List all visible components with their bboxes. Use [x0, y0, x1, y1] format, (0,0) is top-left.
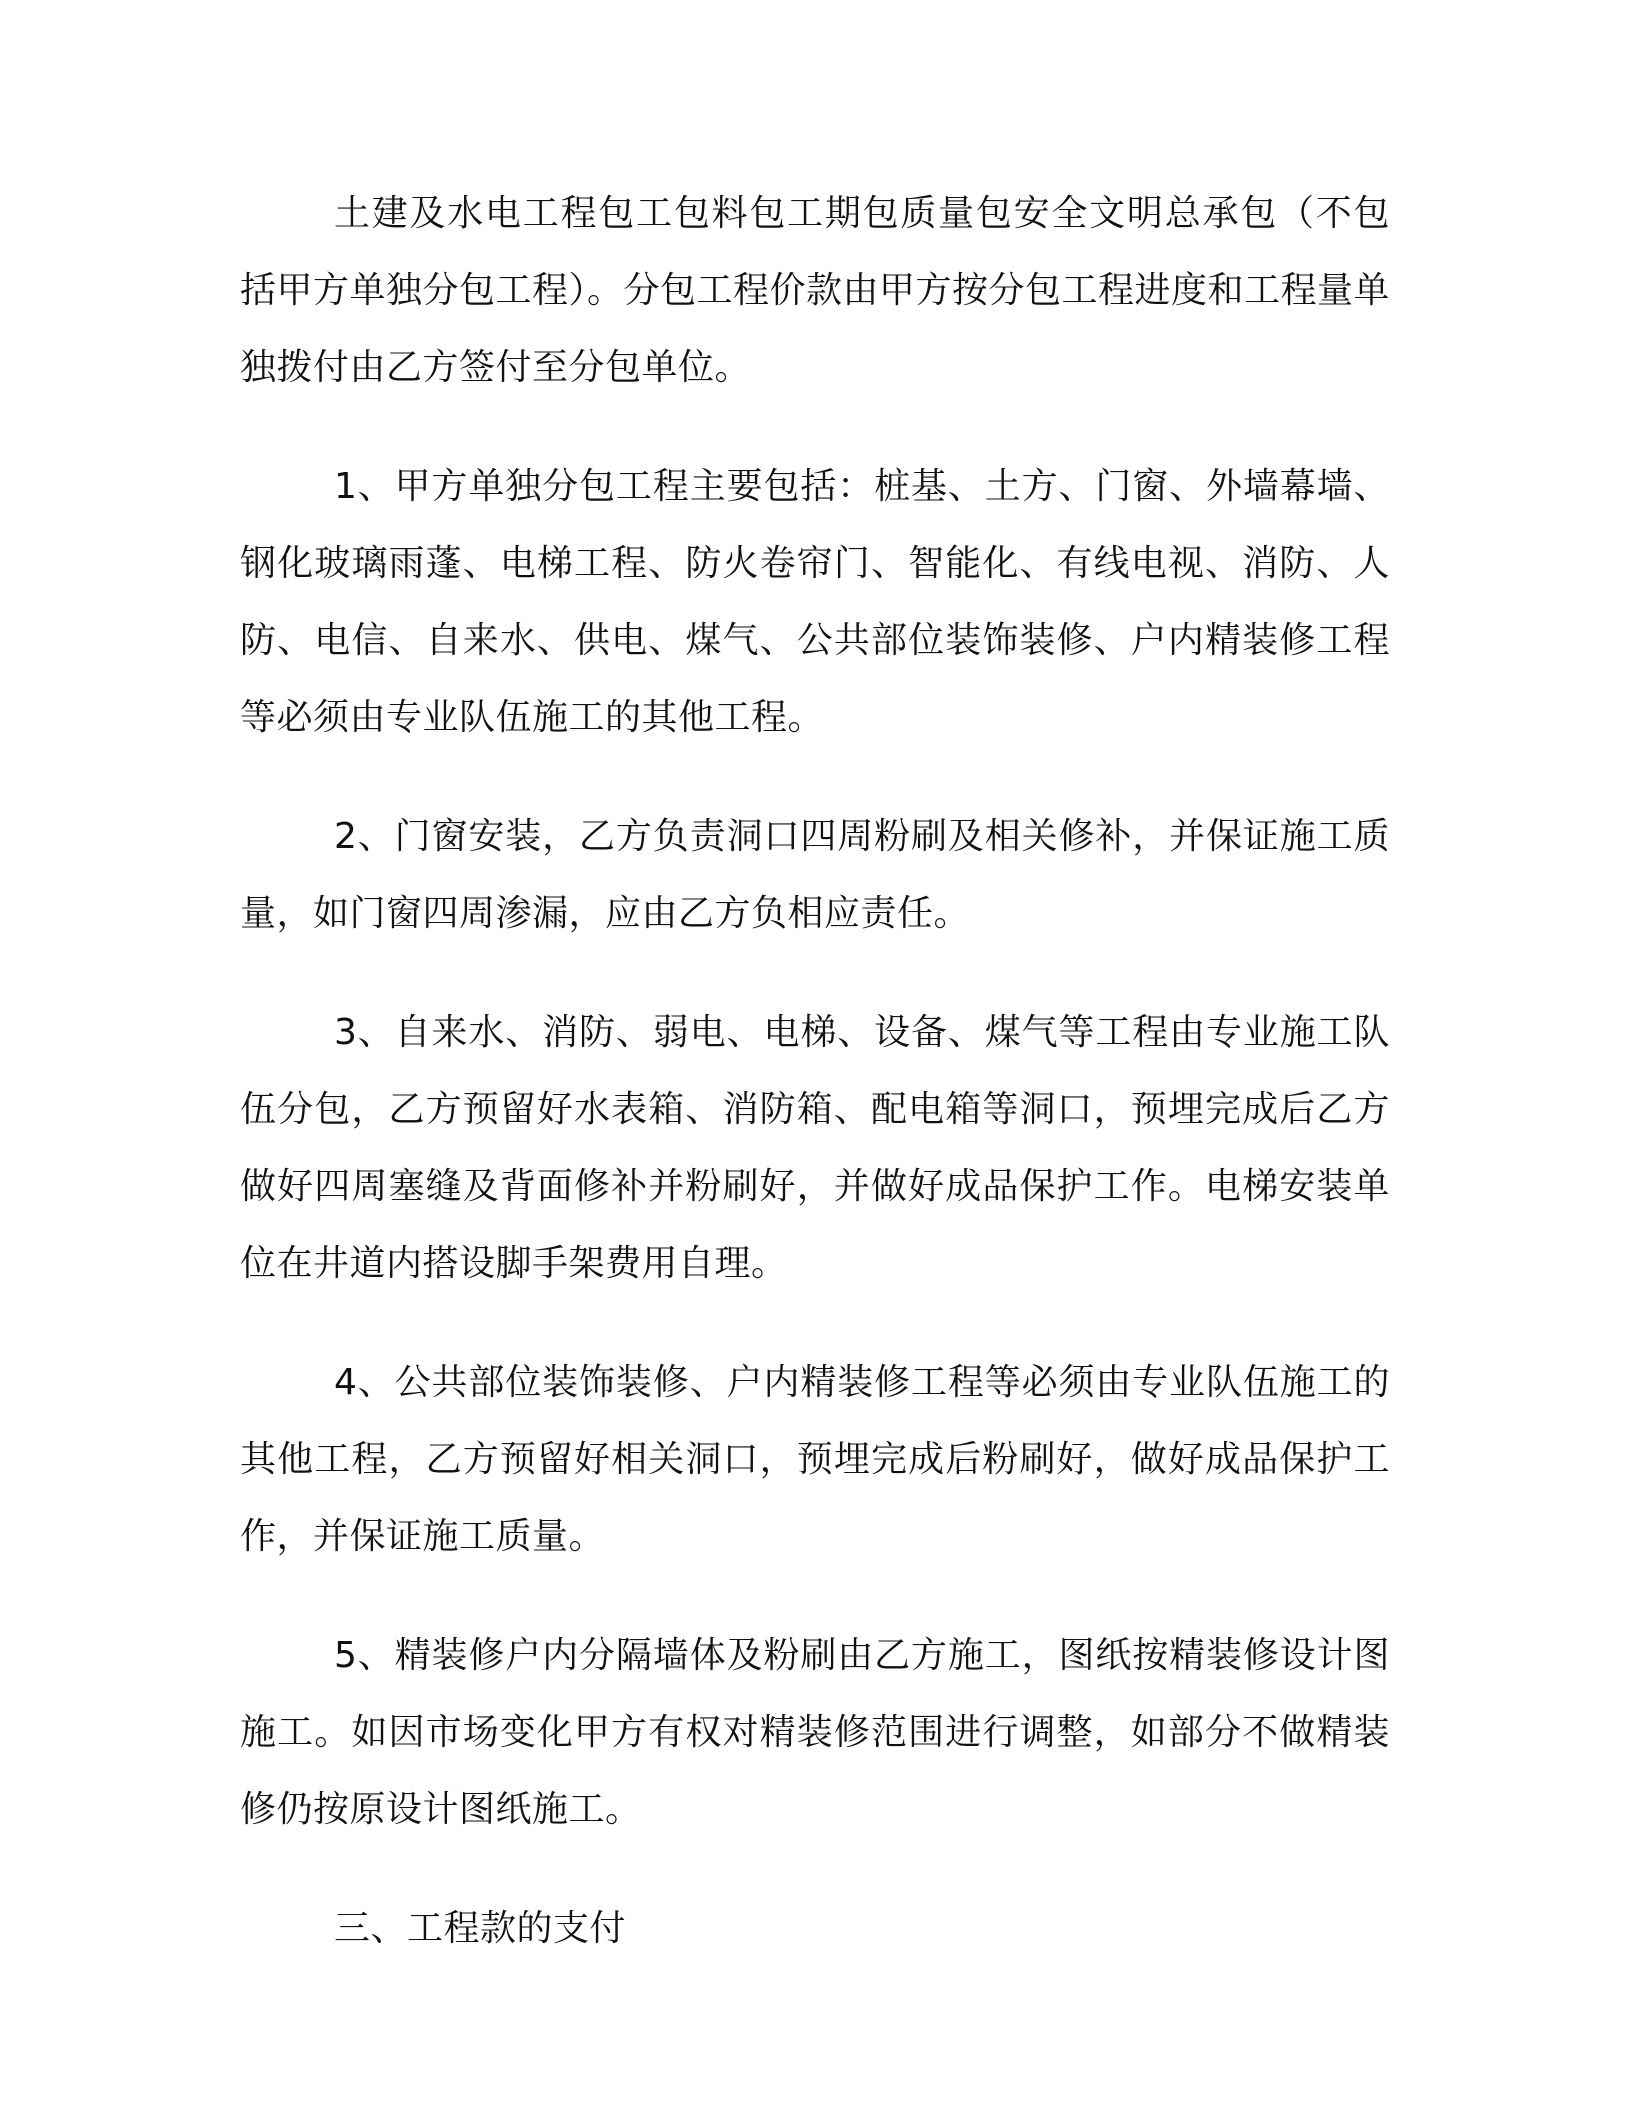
paragraph-scope-intro: 土建及水电工程包工包料包工期包质量包安全文明总承包（不包括甲方单独分包工程）。分包工程价款由甲方按分包工程进度和工程量单独拨付由乙方签付至分包单位。	[240, 193, 1391, 388]
paragraph-item-4: 4、公共部位装饰装修、户内精装修工程等必须由专业队伍施工的其他工程，乙方预留好相关洞口，预埋完成后粉刷好，做好成品保护工作，并保证施工质量。	[240, 1362, 1390, 1557]
paragraph-item-1: 1、甲方单独分包工程主要包括：桩基、土方、门窗、外墙幕墙、钢化玻璃雨蓬、电梯工程、防火卷帘门、智能化、有线电视、消防、人防、电信、自来水、供电、煤气、公共部位装饰装修、户内精装修工程等必须由专业队伍施工的其他工程。	[240, 466, 1390, 738]
paragraph-item-3: 3、自来水、消防、弱电、电梯、设备、煤气等工程由专业施工队伍分包，乙方预留好水表箱、消防箱、配电箱等洞口，预埋完成后乙方做好四周塞缝及背面修补并粉刷好，并做好成品保护工作。电梯安装单位在井道内搭设脚手架费用自理。	[240, 1012, 1390, 1284]
document-body	[240, 175, 1390, 2009]
section-heading: 三、工程款的支付	[334, 1908, 627, 1949]
paragraph-item-5: 5、精装修户内分隔墙体及粉刷由乙方施工，图纸按精装修设计图施工。如因市场变化甲方有权对精装修范围进行调整，如部分不做精装修仍按原设计图纸施工。	[240, 1635, 1390, 1830]
paragraph-item-2: 2、门窗安装，乙方负责洞口四周粉刷及相关修补，并保证施工质量，如门窗四周渗漏，应由乙方负相应责任。	[240, 816, 1390, 934]
